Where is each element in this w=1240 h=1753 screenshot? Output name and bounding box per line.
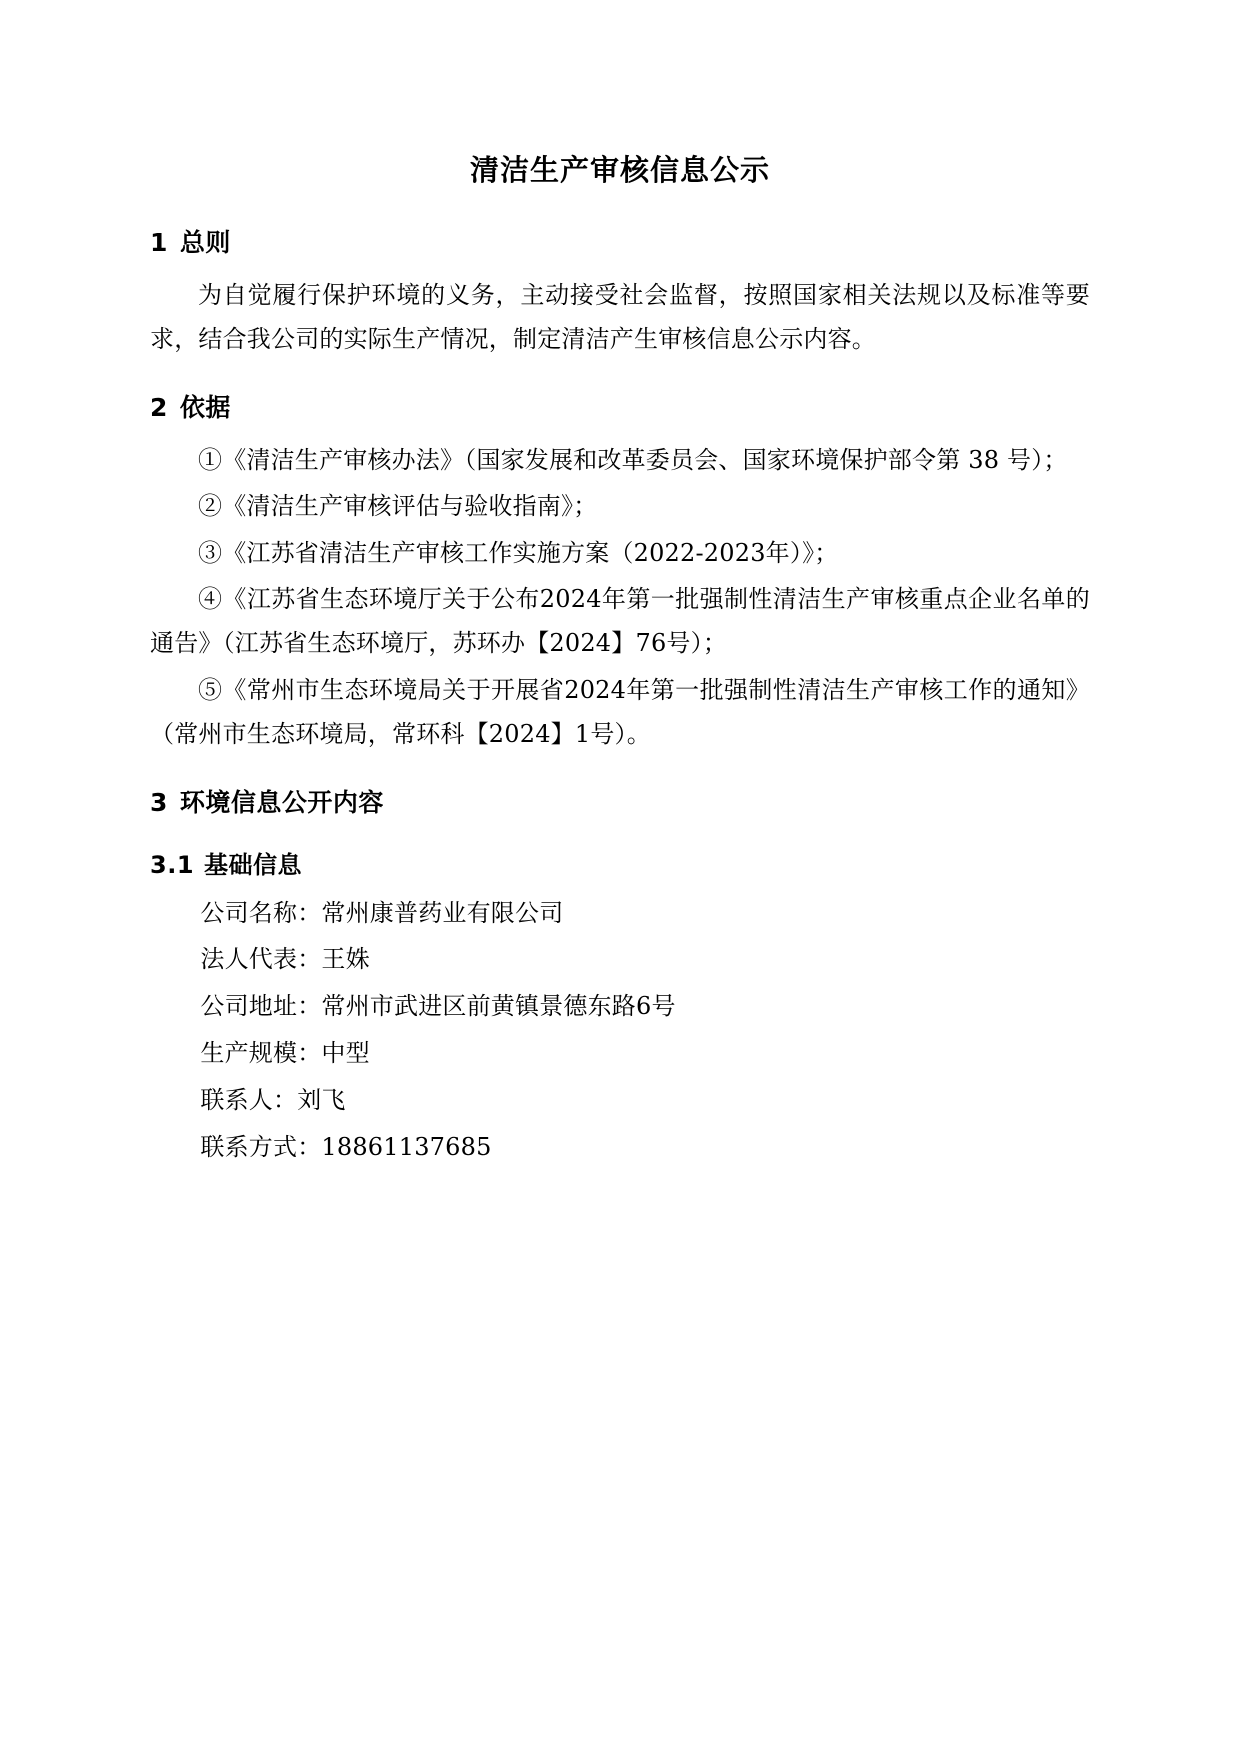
list-item xyxy=(150,983,1090,1030)
info-value-production-scale: 中型 xyxy=(321,1038,370,1067)
info-label-contact-phone: 联系方式： xyxy=(200,1132,322,1161)
list-item xyxy=(150,936,1090,983)
info-label-contact-person: 联系人： xyxy=(200,1085,298,1114)
subsection-number-3-1: 3.1 xyxy=(150,850,195,879)
section-2-paragraph-3: ③《江苏省清洁生产审核工作实施方案（2022-2023年）》； xyxy=(198,538,839,567)
section-title-2: 依据 xyxy=(179,392,231,422)
page-title: 清洁生产审核信息公示 xyxy=(469,153,770,187)
section-heading-1 xyxy=(150,223,1090,259)
info-value-company-name: 常州康普药业有限公司 xyxy=(321,898,564,927)
section-number-3: 3 xyxy=(150,787,168,817)
section-2-paragraph-4: ④《江苏省生态环境厅关于公布2024年第一批强制性清洁生产审核重点企业名单的通告》（江苏省生态环境厅，苏环办【2024】76号）； xyxy=(150,584,1090,658)
info-value-contact-person: 刘飞 xyxy=(297,1085,346,1114)
section-title-3: 环境信息公开内容 xyxy=(179,787,384,817)
section-number-1: 1 xyxy=(150,228,168,257)
section-number-2: 2 xyxy=(150,392,168,422)
info-value-legal-representative: 王姝 xyxy=(321,945,370,974)
subsection-heading-3-1 xyxy=(150,845,1090,880)
info-value-contact-phone: 18861137685 xyxy=(321,1132,492,1161)
section-1-paragraph-1: 为自觉履行保护环境的义务，主动接受社会监督，按照国家相关法规以及标准等要求，结合我公司的实际生产情况，制定清洁产生审核信息公示内容。 xyxy=(150,281,1090,354)
section-2-paragraph-1: ①《清洁生产审核办法》（国家发展和改革委员会、国家环境保护部令第 38 号）； xyxy=(198,445,1068,474)
info-label-production-scale: 生产规模： xyxy=(200,1038,322,1067)
info-label-company-address: 公司地址： xyxy=(200,992,322,1021)
list-item xyxy=(150,890,1090,937)
section-heading-3 xyxy=(150,783,1090,819)
info-label-legal-representative: 法人代表： xyxy=(200,945,322,974)
list-item xyxy=(150,1077,1090,1124)
list-item xyxy=(150,1124,1090,1171)
info-value-company-address: 常州市武进区前黄镇景德东路6号 xyxy=(321,992,676,1021)
section-title-1: 总则 xyxy=(179,228,231,257)
section-2-paragraph-5: ⑤《常州市生态环境局关于开展省2024年第一批强制性清洁生产审核工作的通知》（常州市生态环境局，常环科【2024】1号）。 xyxy=(150,675,1090,749)
info-label-company-name: 公司名称： xyxy=(200,898,322,927)
subsection-title-3-1: 基础信息 xyxy=(204,850,303,879)
section-heading-2 xyxy=(150,388,1090,424)
basic-info-list xyxy=(150,890,1090,1171)
section-2-paragraph-2: ②《清洁生产审核评估与验收指南》； xyxy=(198,492,598,521)
list-item xyxy=(150,1030,1090,1077)
